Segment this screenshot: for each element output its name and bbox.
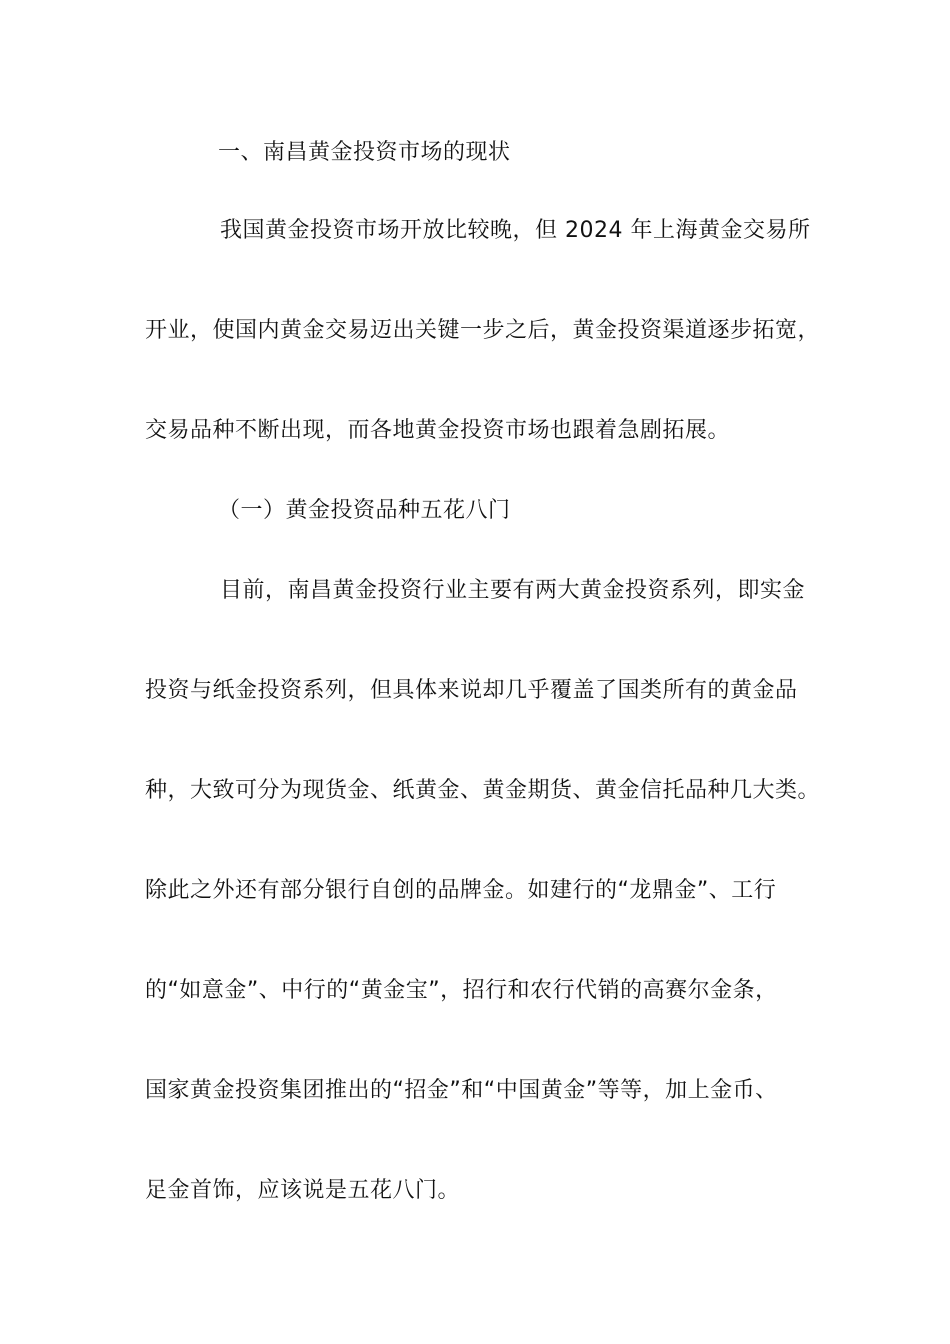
section-heading: 一、南昌黄金投资市场的现状 [218,140,511,165]
paragraph-2-line-1: 目前，南昌黄金投资行业主要有两大黄金投资系列，即实金 [220,578,806,603]
paragraph-2-line-7: 足金首饰，应该说是五花八门。 [145,1178,461,1203]
paragraph-2-line-3: 种，大致可分为现货金、纸黄金、黄金期货、黄金信托品种几大类。 [145,778,821,803]
subsection-heading: （一）黄金投资品种五花八门 [218,498,511,523]
paragraph-1-line-1: 我国黄金投资市场开放比较晚，但 2024 年上海黄金交易所 [220,218,811,243]
paragraph-2-line-5: 的“如意金”、中行的“黄金宝”，招行和农行代销的高赛尔金条， [145,978,778,1003]
paragraph-2-line-2: 投资与纸金投资系列，但具体来说却几乎覆盖了国类所有的黄金品 [145,678,798,703]
paragraph-2-line-4: 除此之外还有部分银行自创的品牌金。如建行的“龙鼎金”、工行 [145,878,777,903]
paragraph-2-line-6: 国家黄金投资集团推出的“招金”和“中国黄金”等等，加上金币、 [145,1078,778,1103]
paragraph-1-line-3: 交易品种不断出现，而各地黄金投资市场也跟着急剧拓展。 [145,418,731,443]
paragraph-1-line-2: 开业，使国内黄金交易迈出关键一步之后，黄金投资渠道逐步拓宽， [145,318,821,343]
